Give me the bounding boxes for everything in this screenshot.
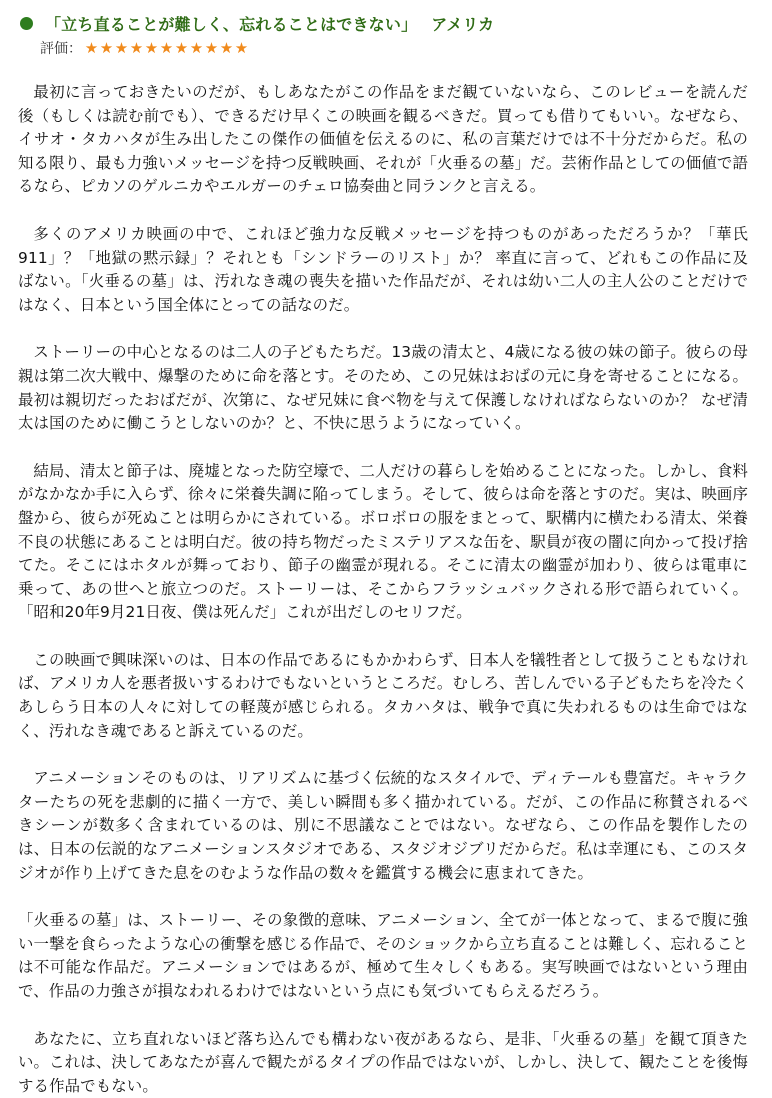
review-paragraph: アニメーションそのものは、リアリズムに基づく伝統的なスタイルで、ディテールも豊富だ。キャラクターたちの死を悲劇的に描く一方で、美しい瞬間も多く描かれている。だが、この作品に称賛されるべきシーンが数多く含まれているのは、別に不思議なことではない。なぜなら、この作品を製作したのは、日本の伝説的なアニメーションスタジオである、スタジオジブリだからだ。私は幸運にも、このスタジオが作り上げてきた息をのむような作品の数々を鑑賞する機会に恵まれてきた。 [18,769,748,882]
review-paragraph: 最初に言っておきたいのだが、もしあなたがこの作品をまだ観ていないなら、このレビューを読んだ後（もしくは読む前でも）、できるだけ早くこの映画を観るべきだ。買っても借りてもいい。なぜなら、イサオ・タカハタが生み出したこの傑作の価値を伝えるのに、私の言葉だけでは不十分だからだ。私の知る限り、最も力強いメッセージを持つ反戦映画、それが「火垂るの墓」だ。芸術作品としての価値で語るなら、ピカソのゲルニカやエルガーのチェロ協奏曲と同ランクと言える。 [18,83,748,196]
review-paragraph: 結局、清太と節子は、廃墟となった防空壕で、二人だけの暮らしを始めることになった。しかし、食料がなかなか手に入らず、徐々に栄養失調に陥ってしまう。そして、彼らは命を落とすのだ。実は、映画序盤から、彼らが死ぬことは明らかにされている。ボロボロの服をまとって、駅構内に横たわる清太、栄養不良の状態にあることは明白だ。彼の持ち物だったミステリアスな缶を、駅員が夜の闇に向かって投げ捨てた。そこにはホタルが舞っており、節子の幽霊が現れる。そこに清太の幽霊が加わり、彼らは電車に乗って、あの世へと旅立つのだ。ストーリーは、そこからフラッシュバックされる形で語られていく。「昭和20年9月21日夜、僕は死んだ」これが出だしのセリフだ。 [18,461,748,622]
rating-row [40,37,754,59]
star-icon: ★ [99,38,114,57]
review-title: 「立ち直ることが難しく、忘れることはできない」 [45,14,418,34]
star-icon: ★ [159,38,174,57]
review-paragraph: ストーリーの中心となるのは二人の子どもたちだ。13歳の清太と、4歳になる彼の妹の節子。彼らの母親は第二次大戦中、爆撃のために命を落とす。そのため、この兄妹はおばの元に身を寄せることになる。最初は親切だったおばだが、次第に、なぜ兄妹に食べ物を与えて保護しなければならないのか？ なぜ清太は国のために働こうとしないのか？と、不快に思うようになっていく。 [18,343,748,433]
star-icon: ★ [219,38,234,57]
bullet-icon [20,17,33,30]
review-paragraph: あなたに、立ち直れないほど落ち込んでも構わない夜があるなら、是非、「火垂るの墓」を観て頂きたい。これは、決してあなたが喜んで観たがるタイプの作品ではないが、しかし、決して、観たことを後悔する作品でもない。 [18,1029,748,1095]
review-header [18,10,754,36]
star-icon: ★ [84,38,99,57]
star-icon: ★ [234,38,249,57]
star-icon: ★ [114,38,129,57]
review-paragraph: 「火垂るの墓」は、ストーリー、その象徴的意味、アニメーション、全てが一体となって、まるで腹に強い一撃を食らったような心の衝撃を感じる作品で、そのショックから立ち直ることは難しく、忘れることは不可能な作品だ。アニメーションではあるが、極めて生々しくもある。実写映画ではないという理由で、作品の力強さが損なわれるわけではないという点にも気づいてもらえるだろう。 [18,911,748,1000]
review-paragraph: この映画で興味深いのは、日本の作品であるにもかかわらず、日本人を犠牲者として扱うこともなければ、アメリカ人を悪者扱いするわけでもないというところだ。むしろ、苦しんでいる子どもたちを冷たくあしらう日本の人々に対しての軽蔑が感じられる。タカハタは、戦争で真に失われるものは生命ではなく、汚れなき魂であると訴えているのだ。 [18,650,748,740]
star-icon: ★ [204,38,219,57]
star-icon: ★ [189,38,204,57]
star-icon: ★ [144,38,159,57]
review-country: アメリカ [431,14,495,34]
review-paragraph: 多くのアメリカ映画の中で、これほど強力な反戦メッセージを持つものがあっただろうか？「華氏911」？「地獄の黙示録」？それとも「シンドラーのリスト」か？ 率直に言って、どれもこの作品に及ばない。「火垂るの墓」は、汚れなき魂の喪失を描いた作品だが、それは幼い二人の主人公のことだけではなく、日本という国全体にとっての話なのだ。 [18,224,748,314]
rating-label: 評価： [40,41,82,57]
rating-stars [84,38,249,57]
star-icon: ★ [174,38,189,57]
star-icon: ★ [129,38,144,57]
review-body [18,81,754,1098]
